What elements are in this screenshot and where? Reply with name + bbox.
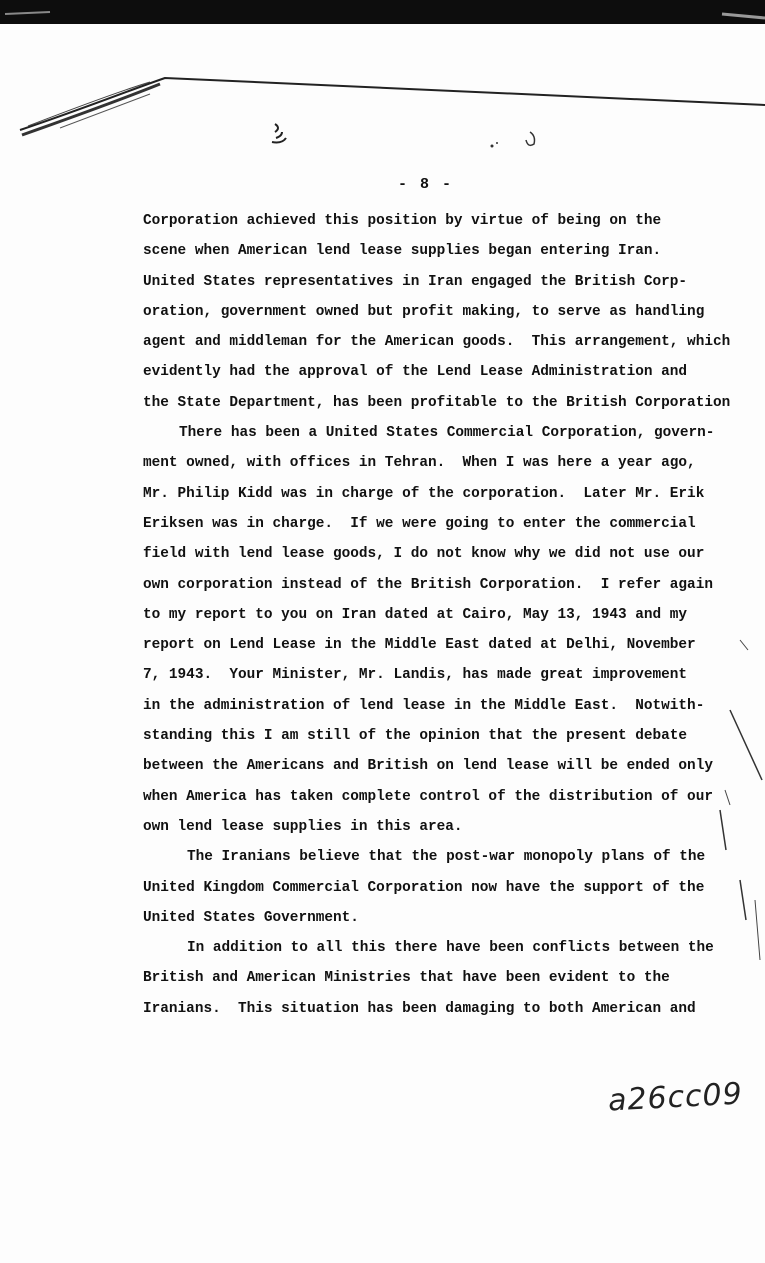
text-line: 7, 1943. Your Minister, Mr. Landis, has made great improvement <box>143 667 688 684</box>
text-line: evidently had the approval of the Lend Lease Administration and <box>143 364 688 381</box>
text-line: the State Department, has been profitable to the British Corporation <box>143 394 731 411</box>
text-line: between the Americans and British on lend lease will be ended only <box>143 758 713 775</box>
text-line: ment owned, with offices in Tehran. When I was here a year ago, <box>143 455 696 472</box>
text-line: to my report to you on Iran dated at Cairo, May 13, 1943 and my <box>143 606 688 623</box>
text-line: field with lend lease goods, I do not know why we did not use our <box>143 546 705 563</box>
text-line: Eriksen was in charge. If we were going to enter the commercial <box>143 515 696 532</box>
text-line: own corporation instead of the British Corporation. I refer again <box>143 576 713 593</box>
paragraph-start-line: There has been a United States Commercial Corporation, govern- <box>179 425 715 442</box>
text-line: United States representatives in Iran engaged the British Corp- <box>143 273 688 290</box>
text-line: in the administration of lend lease in the Middle East. Notwith- <box>143 697 705 714</box>
text-line: Iranians. This situation has been damaging to both American and <box>143 1000 696 1017</box>
text-line: scene when American lend lease supplies began entering Iran. <box>143 243 662 260</box>
page-number: - 8 - <box>398 176 454 193</box>
text-line: own lend lease supplies in this area. <box>143 818 463 835</box>
text-line: when America has taken complete control of the distribution of our <box>143 788 713 805</box>
text-line: United States Government. <box>143 909 359 926</box>
text-line: British and American Ministries that have been evident to the <box>143 970 670 987</box>
scan-artifact-marks <box>0 0 765 160</box>
paragraph-start-line: In addition to all this there have been conflicts between the <box>187 940 714 957</box>
letter-body <box>143 206 765 1024</box>
handwritten-file-number: a26cc09 <box>607 1076 744 1119</box>
text-line: Corporation achieved this position by virtue of being on the <box>143 213 662 229</box>
margin-scribble-marks <box>700 620 765 980</box>
text-line: standing this I am still of the opinion that the present debate <box>143 728 688 745</box>
text-line: agent and middleman for the American goods. This arrangement, which <box>143 334 731 351</box>
paragraph-start-line: The Iranians believe that the post-war monopoly plans of the <box>187 849 706 866</box>
text-line: oration, government owned but profit making, to serve as handling <box>143 303 705 320</box>
text-line: United Kingdom Commercial Corporation now have the support of the <box>143 879 705 896</box>
text-line: report on Lend Lease in the Middle East dated at Delhi, November <box>143 637 696 654</box>
text-line: Mr. Philip Kidd was in charge of the corporation. Later Mr. Erik <box>143 485 705 502</box>
